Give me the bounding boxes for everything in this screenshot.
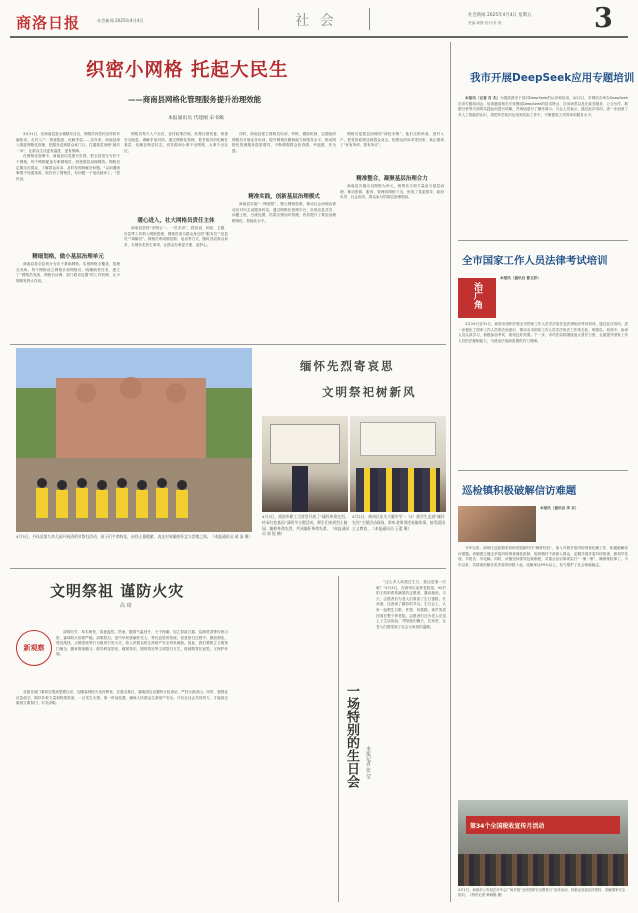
students-group <box>356 468 440 512</box>
law-exam-byline: 本报讯（通讯员 曹文彩） <box>500 276 541 280</box>
museum-photo-2 <box>350 416 446 512</box>
bottom-byline: 高 琦 <box>120 603 132 609</box>
feature-byline: 本报记者 张 莹 <box>365 746 371 780</box>
exhibit-board <box>270 424 340 464</box>
xunjian-photo <box>458 506 536 542</box>
editor-line: 责编:黄静 校对:张 明 <box>468 21 502 25</box>
main-col3-text-b: 商南县实施“一网统管”，整合网格资源，推动社会治理由被动应对向主动服务转变。通过网格化管理平台，实现信息共享、问题上报、分流处置、结果反馈闭环管理，有效提升了基层治理精细化、智能化水平。 <box>232 202 336 223</box>
feature-title: 一场特别的生日会 <box>344 684 359 788</box>
crowd <box>458 854 628 886</box>
xunjian-byline-box <box>540 506 628 544</box>
statue-photo <box>16 348 252 532</box>
main-col1-subhead: 精细划格，做小基层治理单元 <box>32 254 104 260</box>
photo-bottom-rule <box>10 568 446 569</box>
masthead <box>0 0 638 40</box>
museum-photo-1 <box>262 416 348 512</box>
main-subheadline: ——商南县网格化管理服务提升治理效能 <box>128 95 262 104</box>
main-col-1 <box>16 132 120 250</box>
deepseek-headline: 我市开展DeepSeek应用专题培训 <box>470 72 635 84</box>
column-divider <box>450 42 451 902</box>
new-observe-badge-text: 新观察 <box>23 644 45 652</box>
feature-text: “这么多人给我过生日，我还是第一次呢！”4月3日，在商州区某养老院里，92岁的王奶奶看着满屋的志愿者，激动地说。当天，志愿者们为老人们准备了生日蛋糕、长寿面，还表演了精彩的节目。生日会上，大家一起唱生日歌、许愿、切蛋糕，欢声笑语回荡在整个养老院。志愿者们还为老人们送上了生活用品，并陪他们聊天、拉家常，让老人们感受到了社会大家庭的温暖。 <box>376 580 446 629</box>
tax-photo <box>458 800 628 886</box>
section-title: 社 会 <box>295 13 337 29</box>
tax-banner-text: 第34个全国税收宣传月活动 <box>470 823 545 830</box>
main-col-2: 网格员每天入户走访，宣传政策法规，收集社情民意，排查安全隐患，调解矛盾纠纷。通过网格化管理，把矛盾纠纷化解在基层、化解在萌芽状态，切实做到小事不出网格、大事不出社区。 <box>124 132 228 153</box>
photo-title-line2: 文明祭祀树新风 <box>322 385 417 399</box>
main-col-4: 网格员是基层治理的“神经末梢”，他们走街串巷、进村入户，把党的政策送到群众身边，把群众的诉求带回来，真正做到了“民有所呼、我有所应”。 <box>340 132 444 148</box>
bottom-text-1: 清明时节，草木萌发，春意盎然。然而，随着气温回升，天干物燥，加之祭祖扫墓、烧纸焚香等传统习俗，森林防火形势严峻。清明祭扫，是中华民族缅怀先人、寄托哀思的传统，但是祭扫过程中，燃放烟花、焚烧纸钱、点燃香烛等行为极易引发火灾，给人民群众的生命财产安全带来威胁。因此，我们要树立文明祭扫理念，摒弃陈规陋习，倡导鲜花祭祀、植树祭祀、网络祭祀等文明祭扫方式，做到既寄托哀思，又保护环境。 <box>56 630 228 657</box>
tax-photo-caption: 4月1日，商洛市公安局在市中心广场开展“全民国家安全教育日”宣传活动，向群众发放宣传资料，讲解国家安全知识。（特约记者 韩海娟 摄） <box>458 888 626 897</box>
main-col4-text-b: 商南县各镇办以网格为单元，统筹各方面力量参与基层治理，推动资源、服务、管理向网格下沉，形成了党委领导、政府负责、社会协同、群众参与的基层治理格局。 <box>340 184 444 200</box>
law-exam-headline: 全市国家工作人员法律考试培训 <box>462 255 608 267</box>
new-observe-badge <box>16 630 52 666</box>
main-col1-text-b: 商南县将全县划分为若干基础网格，实现网格全覆盖、管理无死角。每个网格设立网格长和网格员，明确职责任务，建立了“网格员发现、网格长协调、部门联动处置”的工作机制，让小网格发挥大作用。 <box>16 262 120 283</box>
bottom-text-1b: 各级各部门要切实提高思想认识，加强森林防火宣传教育，在重点林区、墓地周边设置防火检查站，严控火源进山。同时，要强化应急值守，做好扑救力量和物资准备，一旦发生火情，第一时间处置，确保人民群众生命财产安全。只有全社会共同努力，才能真正做到文明祭扫、平安清明。 <box>16 690 228 706</box>
edition-date: 社会新闻 2025年4月4日 星期五 <box>468 13 532 18</box>
photo-top-rule <box>10 344 446 345</box>
main-intro: 3月31日，在商南县富水镇镇东社区，网格员向居民宣传防诈骗知识。走村入户、排查隐患、化解矛盾……近年来，商南县深入推进网格化管理，把服务送到群众家门口，打通基层治理“最后一米”，让群众生活更有温度、更有保障。 <box>16 132 120 153</box>
xunjian-headline: 巡检镇积极破解信访难题 <box>462 485 577 497</box>
photo-title-line1: 缅怀先烈寄哀思 <box>300 359 395 373</box>
photo-caption-1: 4月3日，丹凤县第九幼儿园开展清明节祭扫活动，孩子们手拿鲜花，向烈士墓敬献，表达对英雄的怀念与崇敬之情。（本报通讯员 郝 清 摄） <box>16 534 252 539</box>
main-byline: 本报通讯员 代建刚 宋书佩 <box>168 116 224 121</box>
feature-divider-left <box>338 576 339 902</box>
photo-caption-3: 4月2日，商州区东关大雁中学一（2）班学生走进“缅怀先烈”主题活动现场，聆听老师讲述英雄故事，接受爱国主义教育。（本报通讯员 王蕾 摄） <box>352 514 446 531</box>
law-exam-story <box>500 276 628 322</box>
law-badge-text: 治广角 <box>472 282 482 309</box>
main-col4-subhead: 精准整合，凝聚基层治理合力 <box>356 176 428 182</box>
statue-illustration <box>16 348 252 532</box>
bottom-headline: 文明祭祖 谨防火灾 <box>50 582 185 600</box>
xunjian-byline: 本报讯（通讯员 李 东） <box>540 506 579 510</box>
exhibit-wall <box>360 422 436 456</box>
right-rule-1 <box>458 240 628 241</box>
main-col1-text: 在网格化管理中，商南县以党建为引领，把全县划分为若干个网格，每个网格配备专职网格员，织密基层治理网络。网格员定期走访群众，了解群众诉求，及时发现和解决问题。“以前遇到事情不知道找谁，现在有了网格员，有问题一个电话就来了。”居民说。 <box>16 154 120 181</box>
law-exam-text: 3月24日至31日，商洛市组织开展全市国家工作人员学法用法及法律知识考试培训。通过此次培训，进一步强化了国家工作人员的法治意识，推动全市国家工作人员学法用法工作常态化、制度化。培训中，参训人员认真学习，积极参加考试，取得良好效果。下一步，市司法局将继续加大普法力度，全面提升国家工作人员依法履职能力，为建设法治商洛提供有力保障。 <box>458 322 628 343</box>
masthead-rule <box>10 36 628 38</box>
edition-info: 社会新闻 2025年4月4日 <box>97 18 144 23</box>
main-col3-subhead: 精准实践，创新基层治理模式 <box>248 194 320 200</box>
visitor-figure <box>292 466 308 512</box>
deepseek-story <box>458 96 628 226</box>
photo-caption-2: 4月3日，商洛市职工大讲堂开展了“缅怀革命先烈，传承红色基因”清明节主题活动。师生们来到烈士陵园，瞻仰革命先烈，共同缅怀革命先辈。（本报通讯员 郭 锐 摄） <box>262 514 350 537</box>
right-rule-2 <box>458 470 628 471</box>
bottom-text-2 <box>232 630 336 898</box>
brand-logo: 商洛日报 <box>16 14 81 32</box>
page-number: 3 <box>594 3 613 34</box>
main-headline: 织密小网格 托起大民生 <box>86 60 289 81</box>
main-col2-subhead: 暖心进入，社大网格员责任主体 <box>137 218 215 224</box>
xunjian-text: 今年以来，商州区巡检镇坚持和发展新时代“枫桥经验”，深入开展矛盾纠纷排查化解工作，积极破解信访难题。该镇建立健全矛盾纠纷排查调处机制，组织镇村干部深入群众，定期开展矛盾纠纷排查，做到早发现、早报告、早化解。同时，该镇坚持领导包案制度，对重点信访事项实行“一案一策”，确保案结事了。今年以来，共排查化解各类矛盾纠纷数十起，化解率达95%以上，有力维护了社会和谐稳定。 <box>458 546 628 567</box>
main-col-3: 同时，商南县建立网格员培训、考核、激励机制，定期组织网格员开展业务培训，提升网格员履职能力和服务水平，推动网格化管理服务提质增效，不断增强群众获得感、幸福感、安全感。 <box>232 132 336 153</box>
deepseek-text: 为提高我市干部对DeepSeek的认识和应用，4月2日，市网信办举办DeepSeek应用专题培训会。培训邀请相关专家围绕DeepSeek的技术特点、应用场景以及在政务服务、公文写作、数据分析等方面的实践运用进行讲解，并现场进行了操作演示。与会人员表示，通过此次培训，进一步加深了对人工智能的认识，将把所学知识运用到实际工作中，不断提高工作效率和服务水平。 <box>458 96 628 117</box>
main-col2-text-b: 商南县坚持“多网合一、一员多用”，将综治、民政、卫健、应急等工作纳入网格管理，网格员成为群众身边的“服务员”“信息员”“调解员”。网格员利用微信群、电话等方式，随时回应群众诉求，办理各类民生事项，让群众办事更方便、更舒心。 <box>124 226 228 247</box>
law-badge <box>458 278 496 318</box>
deepseek-byline: 本报讯（记者 肖 杰） <box>465 96 501 100</box>
